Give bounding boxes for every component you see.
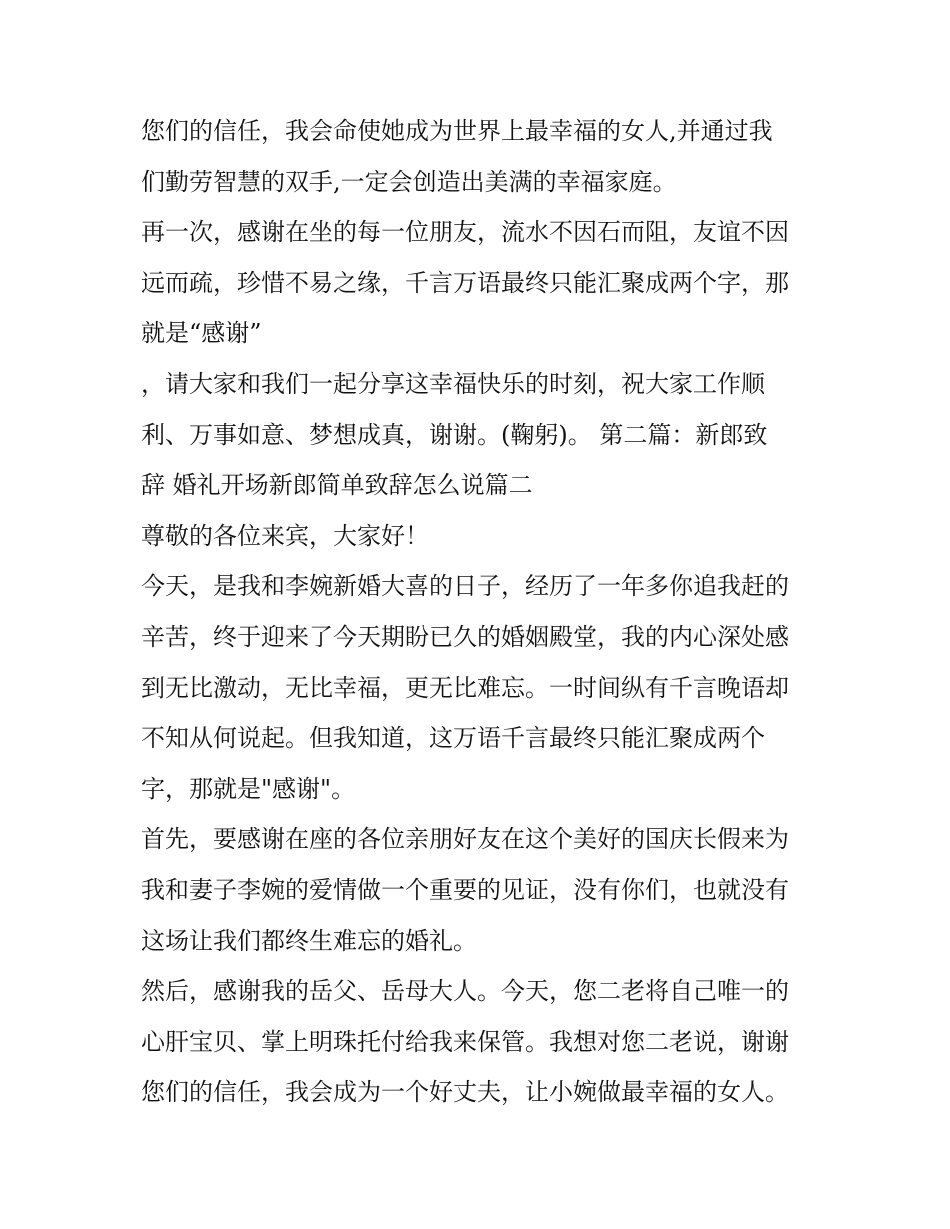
text-line: 到无比激动，无比幸福，更无比难忘。一时间纵有千言晚语却	[141, 673, 789, 702]
text-line: ，请大家和我们一起分享这幸福快乐的时刻，祝大家工作顺	[141, 369, 765, 398]
text-line: 您们的信任，我会命使她成为世界上最幸福的女人,并通过我	[141, 117, 773, 145]
text-line: 这场让我们都终生难忘的婚礼。	[141, 926, 477, 955]
text-line: 们勤劳智慧的双手,一定会创造出美满的幸福家庭。	[141, 167, 677, 196]
text-line: 就是“感谢”	[141, 319, 262, 348]
document-body	[141, 106, 821, 1118]
text-line: 我和妻子李婉的爱情做一个重要的见证，没有你们，也就没有	[141, 875, 789, 904]
text-line: 然后，感谢我的岳父、岳母大人。今天，您二老将自己唯一的	[141, 977, 789, 1006]
text-line: 利、万事如意、梦想成真，谢谢。(鞠躬)。 第二篇：新郎致	[141, 420, 768, 449]
text-line: 再一次，感谢在坐的每一位朋友，流水不因石而阻，友谊不因	[141, 218, 789, 247]
text-line: 辞 婚礼开场新郎简单致辞怎么说篇二	[141, 471, 533, 500]
text-line: 不知从何说起。但我知道，这万语千言最终只能汇聚成两个	[141, 724, 765, 753]
text-line: 今天，是我和李婉新婚大喜的日子，经历了一年多你追我赶的	[141, 572, 789, 601]
text-line: 您们的信任，我会成为一个好丈夫，让小婉做最幸福的女人。	[141, 1078, 789, 1107]
text-line: 字，那就是"感谢"。	[141, 774, 356, 803]
text-line: 远而疏，珍惜不易之缘，千言万语最终只能汇聚成两个字，那	[141, 268, 789, 297]
text-line: 辛苦，终于迎来了今天期盼已久的婚姻殿堂，我的内心深处感	[141, 622, 789, 651]
text-line: 首先，要感谢在座的各位亲朋好友在这个美好的国庆长假来为	[141, 825, 789, 854]
text-line: 心肝宝贝、掌上明珠托付给我来保管。我想对您二老说，谢谢	[141, 1027, 789, 1056]
text-line: 尊敬的各位来宾，大家好！	[141, 521, 429, 550]
